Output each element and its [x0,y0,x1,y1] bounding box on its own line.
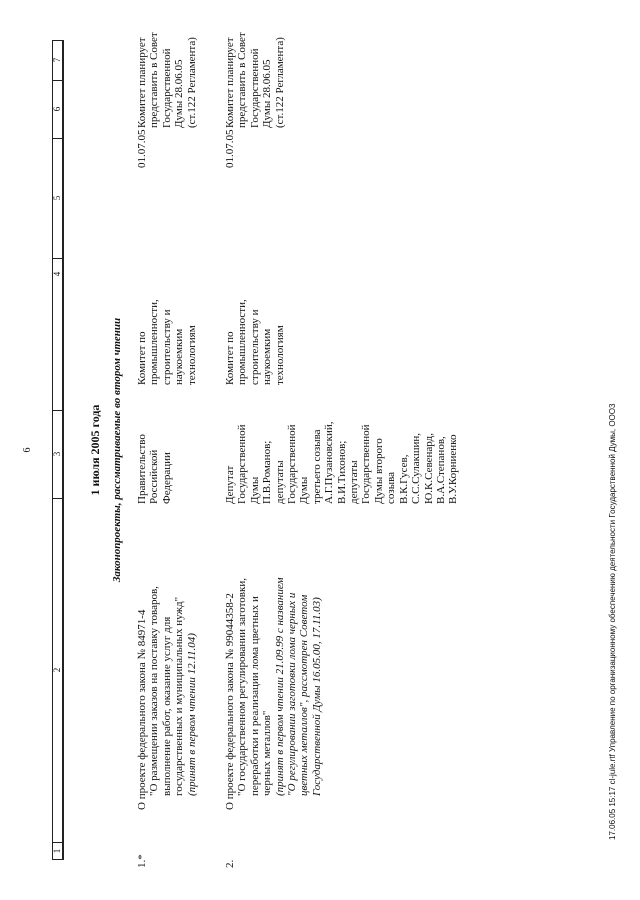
committee: Комитет по промышленности, строительству и наукоемким технологиям [136,299,198,385]
row-number: 1.* [136,854,148,868]
review-date: 01.07.05 [224,129,236,168]
header-col-2: 2 [53,498,62,843]
date-heading: 1 июля 2005 года [88,404,102,496]
review-date: 01.07.05 [136,129,148,168]
header-col-6: 6 [53,80,62,139]
page-number: 6 [22,447,33,453]
header-col-4: 4 [53,138,62,411]
footer-text: 17.06.05 15:17 cl-jule.rtf Управление по организационному обеспечению деятельности Государственной Думы, ООО3 [608,403,617,840]
initiator: Депутат Государственной Думы П.В.Романов; депутаты Государственной Думы третьего созыва А.Г.Пузановский, В.И.Тихонов; депутаты Государственной Думы второго созыва В.К.Гусев, С.С.Сулакшин, Ю.К.Севенард, В.А.Степанов, В.У.Корниенко [224,421,460,504]
row-number: 2. [224,859,236,868]
bill-note: (принят в первом чтении 21.09.99 с названием "О регулировании заготовки лома черных и цветных металлов", рассмотрен Советом Государственной Думы 16.05.00, 17.11.03) [273,577,323,796]
rotated-document [20,20,620,880]
table-row [20,20,620,880]
bill-title: О проекте федерального закона № 99044358-2 "О государственном регулировании заготовки, переработки и реализации лома цветных и черных металлов" (принят в первом чтении 21.09.99 с названием "О регулировании заготовки лома черных и цветных металлов", рассмотрен Советом Государственной Думы 16.05.00, 17.11.03) [224,510,323,810]
status-note: Комитет планирует представить в Совет Государственной Думы 28.06.05 (ст.122 Регламента) [224,32,286,128]
bill-title: О проекте федерального закона № 84971-4 "О размещении заказов на поставку товаров, выполнение работ, оказание услуг для государственных и муниципальных нужд" (принят в первом чтении 12.11.04) [136,510,198,810]
status-note: Комитет планирует представить в Совет Государственной Думы 28.06.05 (ст.122 Регламента) [136,32,198,128]
header-col-3: 3 [53,410,62,499]
section-heading: Законопроекты, рассматриваемые во втором чтении [111,317,123,583]
header-col-1: 1 [52,848,62,854]
header-col-5: 5 [53,138,62,259]
initiator: Правительство Российской Федерации [136,434,173,504]
committee: Комитет по промышленности, строительству и наукоемким технологиям [224,299,286,385]
header-col-7: 7 [53,40,62,81]
bill-note: (принят в первом чтении 12.11.04) [185,633,198,796]
